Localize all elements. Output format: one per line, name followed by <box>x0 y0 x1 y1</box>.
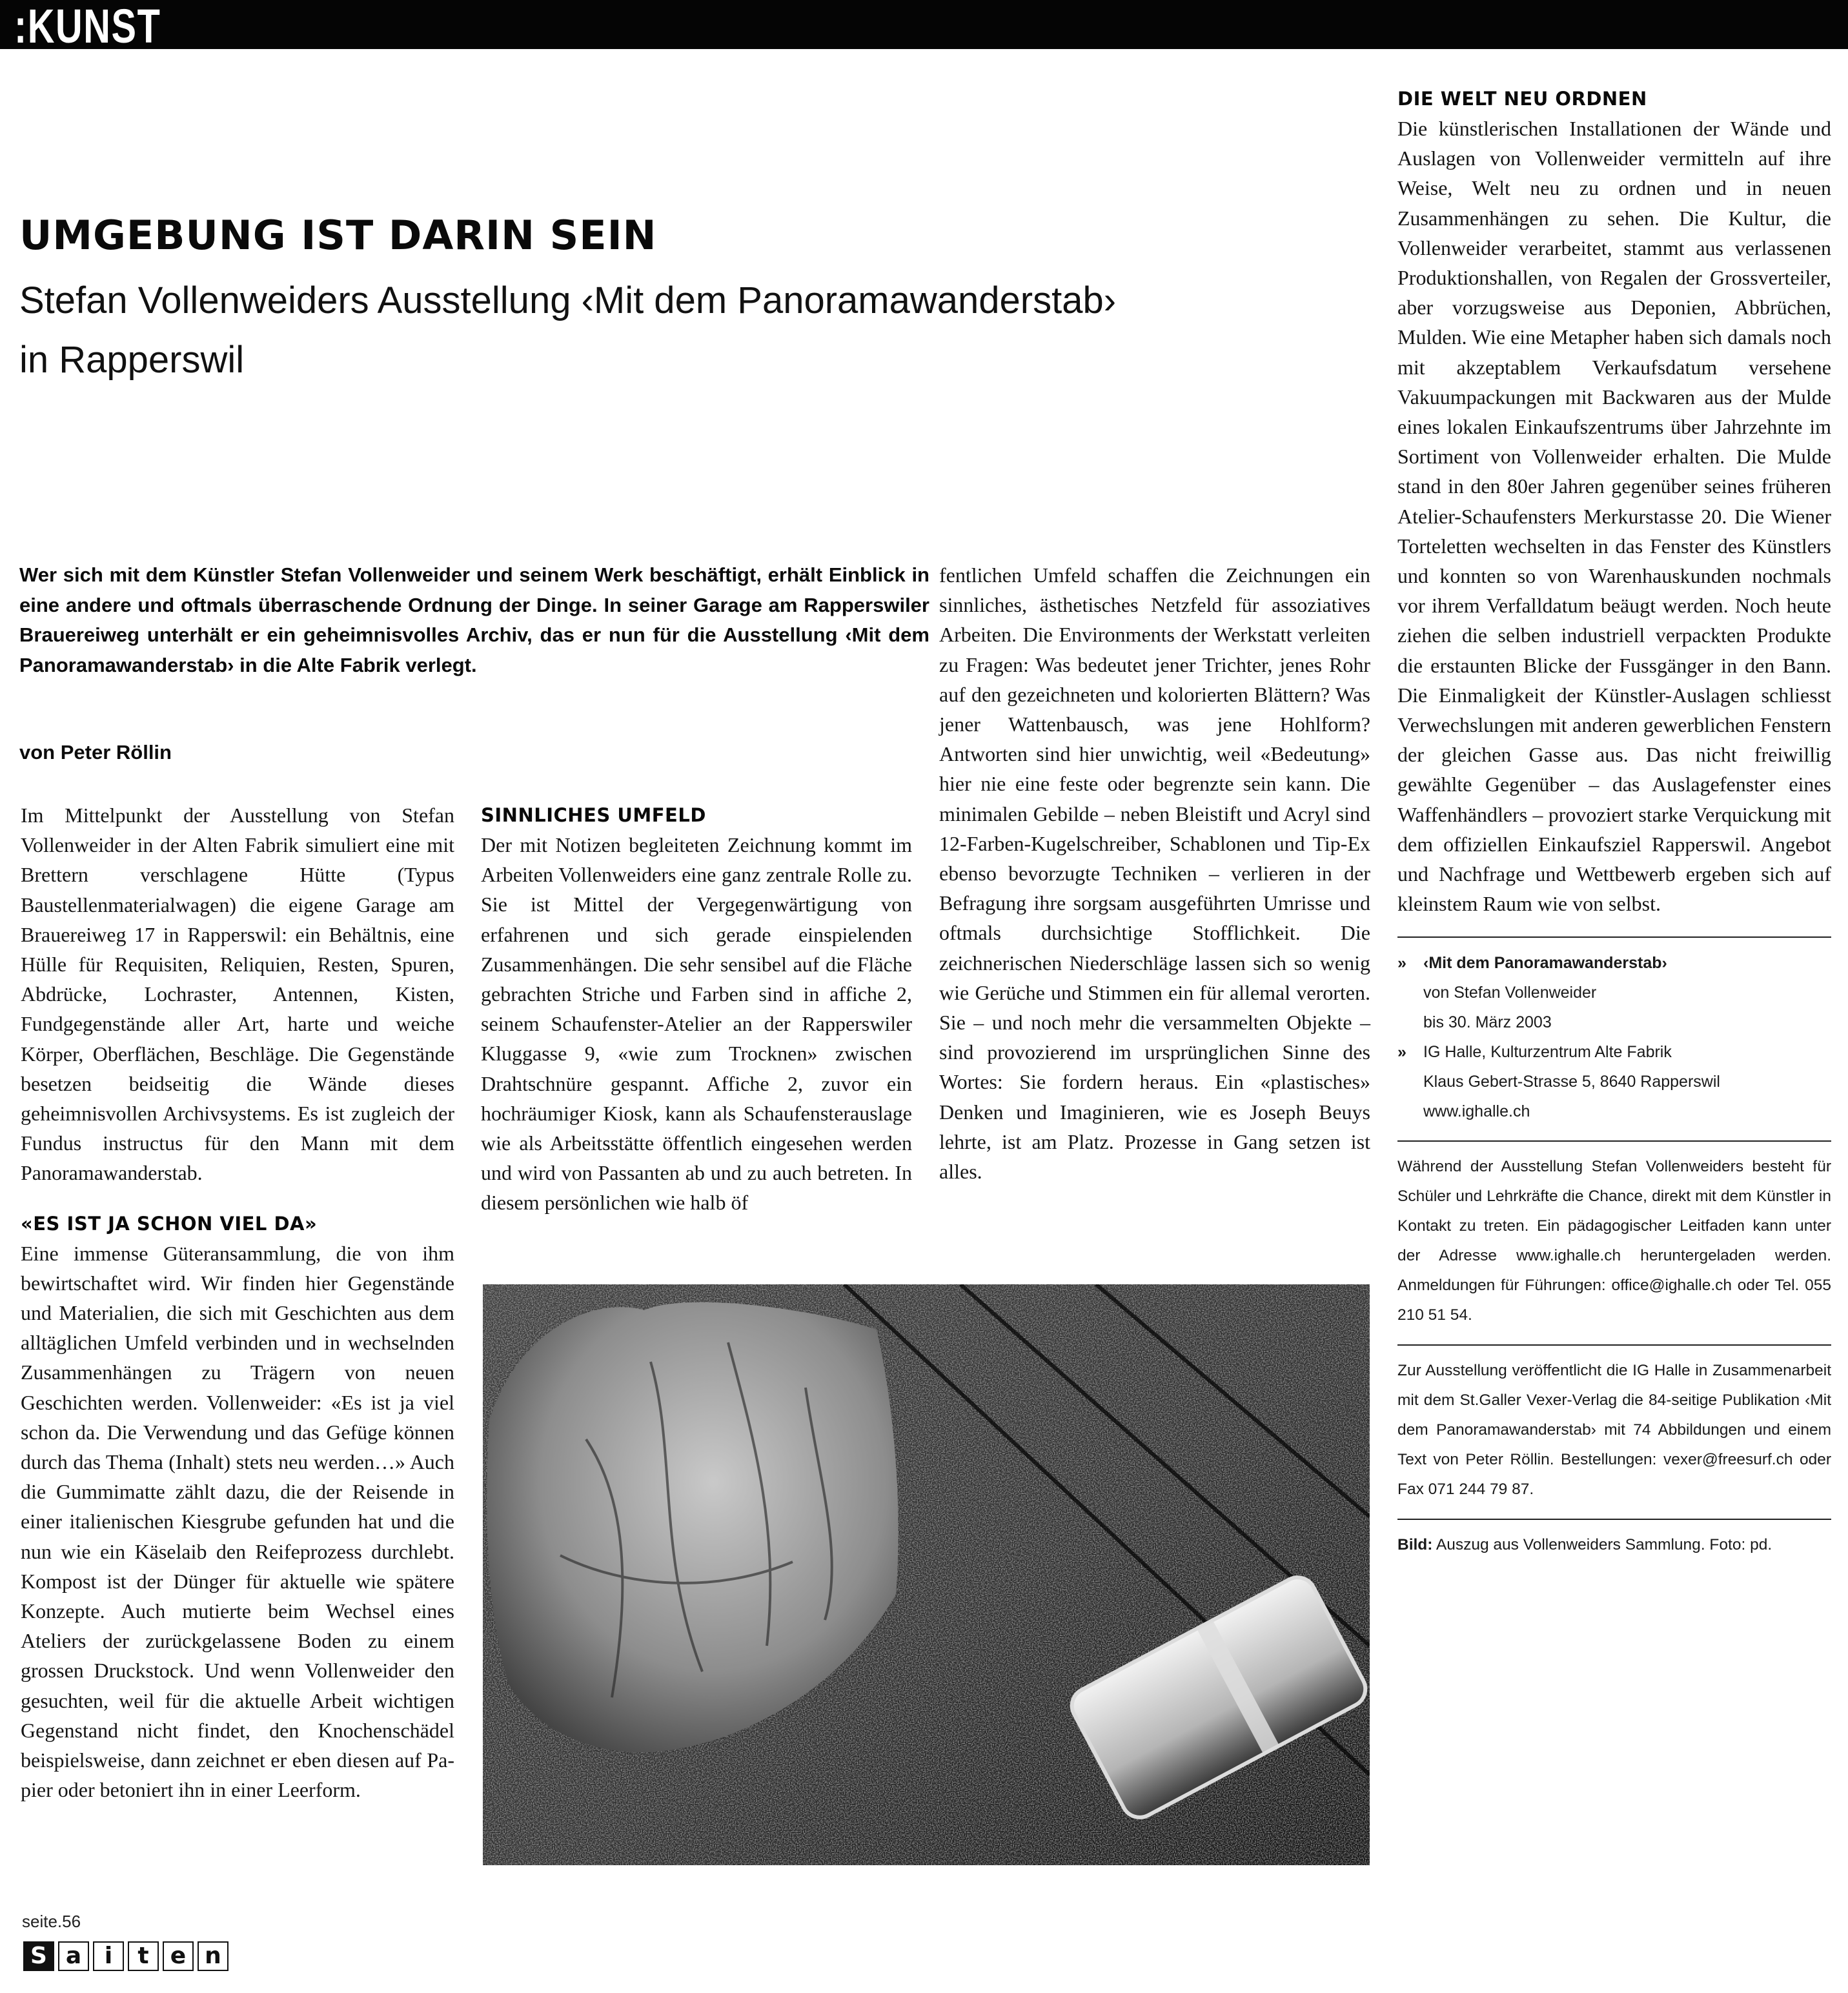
info-row-artist <box>1397 978 1831 1007</box>
caption-label: Bild: <box>1397 1536 1433 1553</box>
body-paragraph: Eine immense Güteransammlung, die von ihm bewirtschaftet wird. Wir finden hier Gegenstände und Materialien, die sich mit Geschichten aus dem alltäglichen Umfeld verbinden und in wechselnden Zusammenhängen zu Trägern von neuen Geschichten werden. Vollenweider: «Es ist ja viel schon da. Die Verwendung und das Gefüge können durch das Thema (Inhalt) stets neu werden…» Auch die Gummimatte zählt dazu, die der Reisende in einer italienischen Kiesgrube gefunden hat und die nun wie ein Käselaib den Reifeprozess durchlebt. Kompost ist der Dünger für aktuelle wie spätere Konzepte. Auch mutierte beim Wechsel eines Ateliers der zurückgelassene Boden zu einem grossen Druckstock. Und wenn Vollenweider den gesuchten, weil für die aktuelle Arbeit wichtigen Gegenstand nicht findet, den Knochenschädel beispielsweise, dann zeichnet er eben diesen auf Papier oder betoniert ihn in einer Leerform. <box>21 1241 454 1802</box>
subtitle-line-1: Stefan Vollenweiders Ausstellung ‹Mit dem Panoramawanderstab› <box>19 279 1117 321</box>
article-title: UMGEBUNG IST DARIN SEIN <box>19 212 657 259</box>
body-paragraph: Die künstlerischen Installationen der Wände und Auslagen von Vollenweider vermitteln auf ihre Weise, Welt neu zu ordnen und in neuen Zusammenhängen zu sehen. Die Kultur, die Vollenweider verarbeitet, stammt aus verlassenen Produktionshallen, von Regalen der Grossverteiler, aber vorzugsweise aus Deponien, Abbrüchen, Mulden. Wie eine Metapher haben sich damals noch mit akzeptablem Verkaufsdatum versehene Vakuumpackungen mit Backwaren aus der Mulde eines lokalen Einkaufszentrums über Jahrzehnte im Sortiment von Vollenweider erhalten. Die Mulde stand in den 80er Jahren gegenüber seines früheren Atelier-Schaufensters Merkurstasse 20. Die Wiener Torteletten wechselten in das Fenster des Künstlers und konnten so von Warenhauskunden nochmals vor ihrem Verfalldatum beäugt werden. Noch heute ziehen die selben industriell verpackten Produkte die erstaunten Blicke der Fussgänger in den Bann. Die Einmaligkeit der Künstler-Auslagen schliesst Verwechslungen mit anderen gewerblichen Fenstern der gleichen Gasse aus. Das nicht freiwillig gewählte Gegenüber – das Auslagefenster eines Waffenhändlers – provoziert starke Verquickung mit dem offiziellen Einkaufsziel Rapperswil. Angebot und Nachfrage und Wettbewerb ergeben sich auf kleinstem Raum wie von selbst. <box>1397 117 1831 916</box>
exhibition-title: ‹Mit dem Panoramawanderstab› <box>1423 954 1667 972</box>
body-column-2 <box>481 800 912 1218</box>
exhibition-address: Klaus Gebert-Strasse 5, 8640 Rapperswil <box>1423 1073 1720 1091</box>
info-row-address <box>1397 1067 1831 1097</box>
exhibition-venue: IG Halle, Kulturzentrum Alte Fabrik <box>1423 1043 1672 1061</box>
page-number: seite.56 <box>22 1912 81 1931</box>
logo-letter: S <box>23 1941 54 1971</box>
body-column-4 <box>1397 84 1831 918</box>
info-row-date <box>1397 1007 1831 1037</box>
exhibition-date: bis 30. März 2003 <box>1423 1013 1552 1031</box>
photo-illustration <box>483 1284 1370 1865</box>
logo-letter: e <box>163 1941 194 1971</box>
logo-letter: a <box>58 1941 89 1971</box>
section-heading: «ES IST JA SCHON VIEL DA» <box>21 1212 318 1235</box>
body-column-1 <box>21 800 454 1805</box>
logo-letter: i <box>93 1941 124 1971</box>
divider <box>1397 1140 1831 1142</box>
body-paragraph: fentlichen Umfeld schaffen die Zeichnungen ein sinnliches, ästhetisches Netzfeld für assoziatives Arbeiten. Die Environments der Werkstatt verleiten zu Fragen: Was bedeutet jener Trichter, jenes Rohr auf den gezeichneten und kolorierten Blättern? Was jener Wattenbausch, was jene Hohlform? Antworten sind hier unwichtig, weil «Bedeutung» hier nie eine feste oder begrenzte sein kann. Die minimalen Gebilde – neben Bleistift und Acryl sind 12-Farben-Kugelschreiber, Schablonen und Tip-Ex ebenso bevorzugte Techniken – verlieren in der Befragung ihre sorgsam ausgeführten Umrisse und oftmals durchsichtige Stofflichkeit. Die zeichnerischen Niederschläge lassen sich so wenig wie Gerüche und Stimmen ein für allemal verorten. Sie – und noch mehr die versammelten Objekte – sind provozierend im ursprünglichen Sinne des Wortes: Sie fordern heraus. Ein «plastisches» Denken und Imaginieren, wie es Joseph Beuys lehrte, ist am Platz. Prozesse in Gang setzen ist alles. <box>939 563 1370 1184</box>
bullet-icon: » <box>1397 954 1406 972</box>
exhibition-website-link[interactable]: www.ighalle.ch <box>1423 1102 1530 1120</box>
logo-letter: t <box>128 1941 159 1971</box>
bullet-spacer <box>1397 1007 1423 1037</box>
bullet-spacer <box>1397 1067 1423 1097</box>
divider <box>1397 1344 1831 1346</box>
bullet-spacer <box>1397 978 1423 1007</box>
article-lead: Wer sich mit dem Künstler Stefan Vollenweider und seinem Werk beschäftigt, erhält Einblick in eine andere und oftmals überraschende Ordnung der Dinge. In seiner Garage am Rapperswiler Brauereiweg unterhält er ein geheimnisvolles Archiv, das er nun für die Ausstellung ‹Mit dem Panoramawanderstab› in die Alte Fabrik verlegt. <box>19 563 929 676</box>
article-photo <box>483 1284 1370 1865</box>
exhibition-artist: von Stefan Vollenweider <box>1423 984 1597 1002</box>
section-heading: DIE WELT NEU ORDNEN <box>1397 88 1647 110</box>
photo-caption <box>1397 1530 1831 1560</box>
logo-letter: n <box>198 1941 228 1971</box>
education-note: Während der Ausstellung Stefan Vollenweiders besteht für Schüler und Lehrkräfte die Chance, direkt mit dem Künstler in Kontakt zu treten. Ein pädagogischer Leitfaden kann unter der Adresse www.ighalle.ch heruntergeladen werden. Anmeldungen für Führungen: office@ighalle.ch oder Tel. 055 210 51 54. <box>1397 1158 1831 1324</box>
section-heading: SINNLICHES UMFELD <box>481 804 706 826</box>
body-column-3 <box>939 560 1370 1186</box>
divider <box>1397 1519 1831 1520</box>
info-row-venue <box>1397 1037 1831 1067</box>
body-paragraph: Im Mittelpunkt der Ausstellung von Stefan Vollenweider in der Alten Fabrik simuliert eine mit Brettern verschlagene Hütte (Typus Baustellenmaterialwagen) die eigene Garage am Brauereiweg 17 in Rapperswil: ein Behältnis, eine Hülle für Requisiten, Reliquien, Resten, Spuren, Abdrücke, Lochraster, Antennen, Kisten, Fundgegenstände aller Art, harte und weiche Körper, Oberflächen, Beschläge. Die Gegenstände besetzen beidseitig die Wände dieses geheimnisvollen Archivsystems. Es ist zugleich der Fundus instructus für den Mann mit dem Panoramawanderstab. <box>21 804 454 1185</box>
info-row-website <box>1397 1097 1831 1126</box>
exhibition-info-box <box>1397 948 1831 1126</box>
subtitle-line-2: in Rapperswil <box>19 339 245 381</box>
divider <box>1397 936 1831 938</box>
info-row-title <box>1397 948 1831 978</box>
section-header-bar <box>0 0 1848 53</box>
bullet-spacer <box>1397 1097 1423 1126</box>
body-paragraph: Der mit Notizen begleiteten Zeichnung kommt im Arbeiten Vollenweiders eine ganz zentrale Rolle zu. Sie ist Mittel der Vergegenwärtigung von erfahrenen und sich gerade einspielenden Zusammenhängen. Die sehr sensibel auf die Fläche gebrachten Striche und Farben sind in affiche 2, seinem Schaufenster-Atelier an der Rapperswiler Kluggasse 9, «wie zum Trocknen» zwischen Drahtschnüre gespannt. Affiche 2, zuvor ein hochräumiger Kiosk, kann als Schaufensterauslage wie als Arbeitsstätte öffentlich eingesehen werden und wird von Passanten ab und zu auch betreten. In diesem persönlichen wie halb öf <box>481 833 912 1215</box>
author-byline: von Peter Röllin <box>19 741 172 764</box>
magazine-logo <box>23 1941 228 1971</box>
bullet-icon: » <box>1397 1043 1406 1061</box>
section-label: :KUNST <box>14 0 161 53</box>
publication-note: Zur Ausstellung veröffentlicht die IG Halle in Zusammenarbeit mit dem St.Galler Vexer-Verlag die 84-seitige Publikation ‹Mit dem Panoramawanderstab› mit 74 Abbildungen und einem Text von Peter Röllin. Bestellungen: vexer@freesurf.ch oder Fax 071 244 79 87. <box>1397 1362 1831 1498</box>
article-subtitle <box>19 271 1375 390</box>
caption-text: Auszug aus Vollenweiders Sammlung. Foto: pd. <box>1432 1536 1772 1553</box>
